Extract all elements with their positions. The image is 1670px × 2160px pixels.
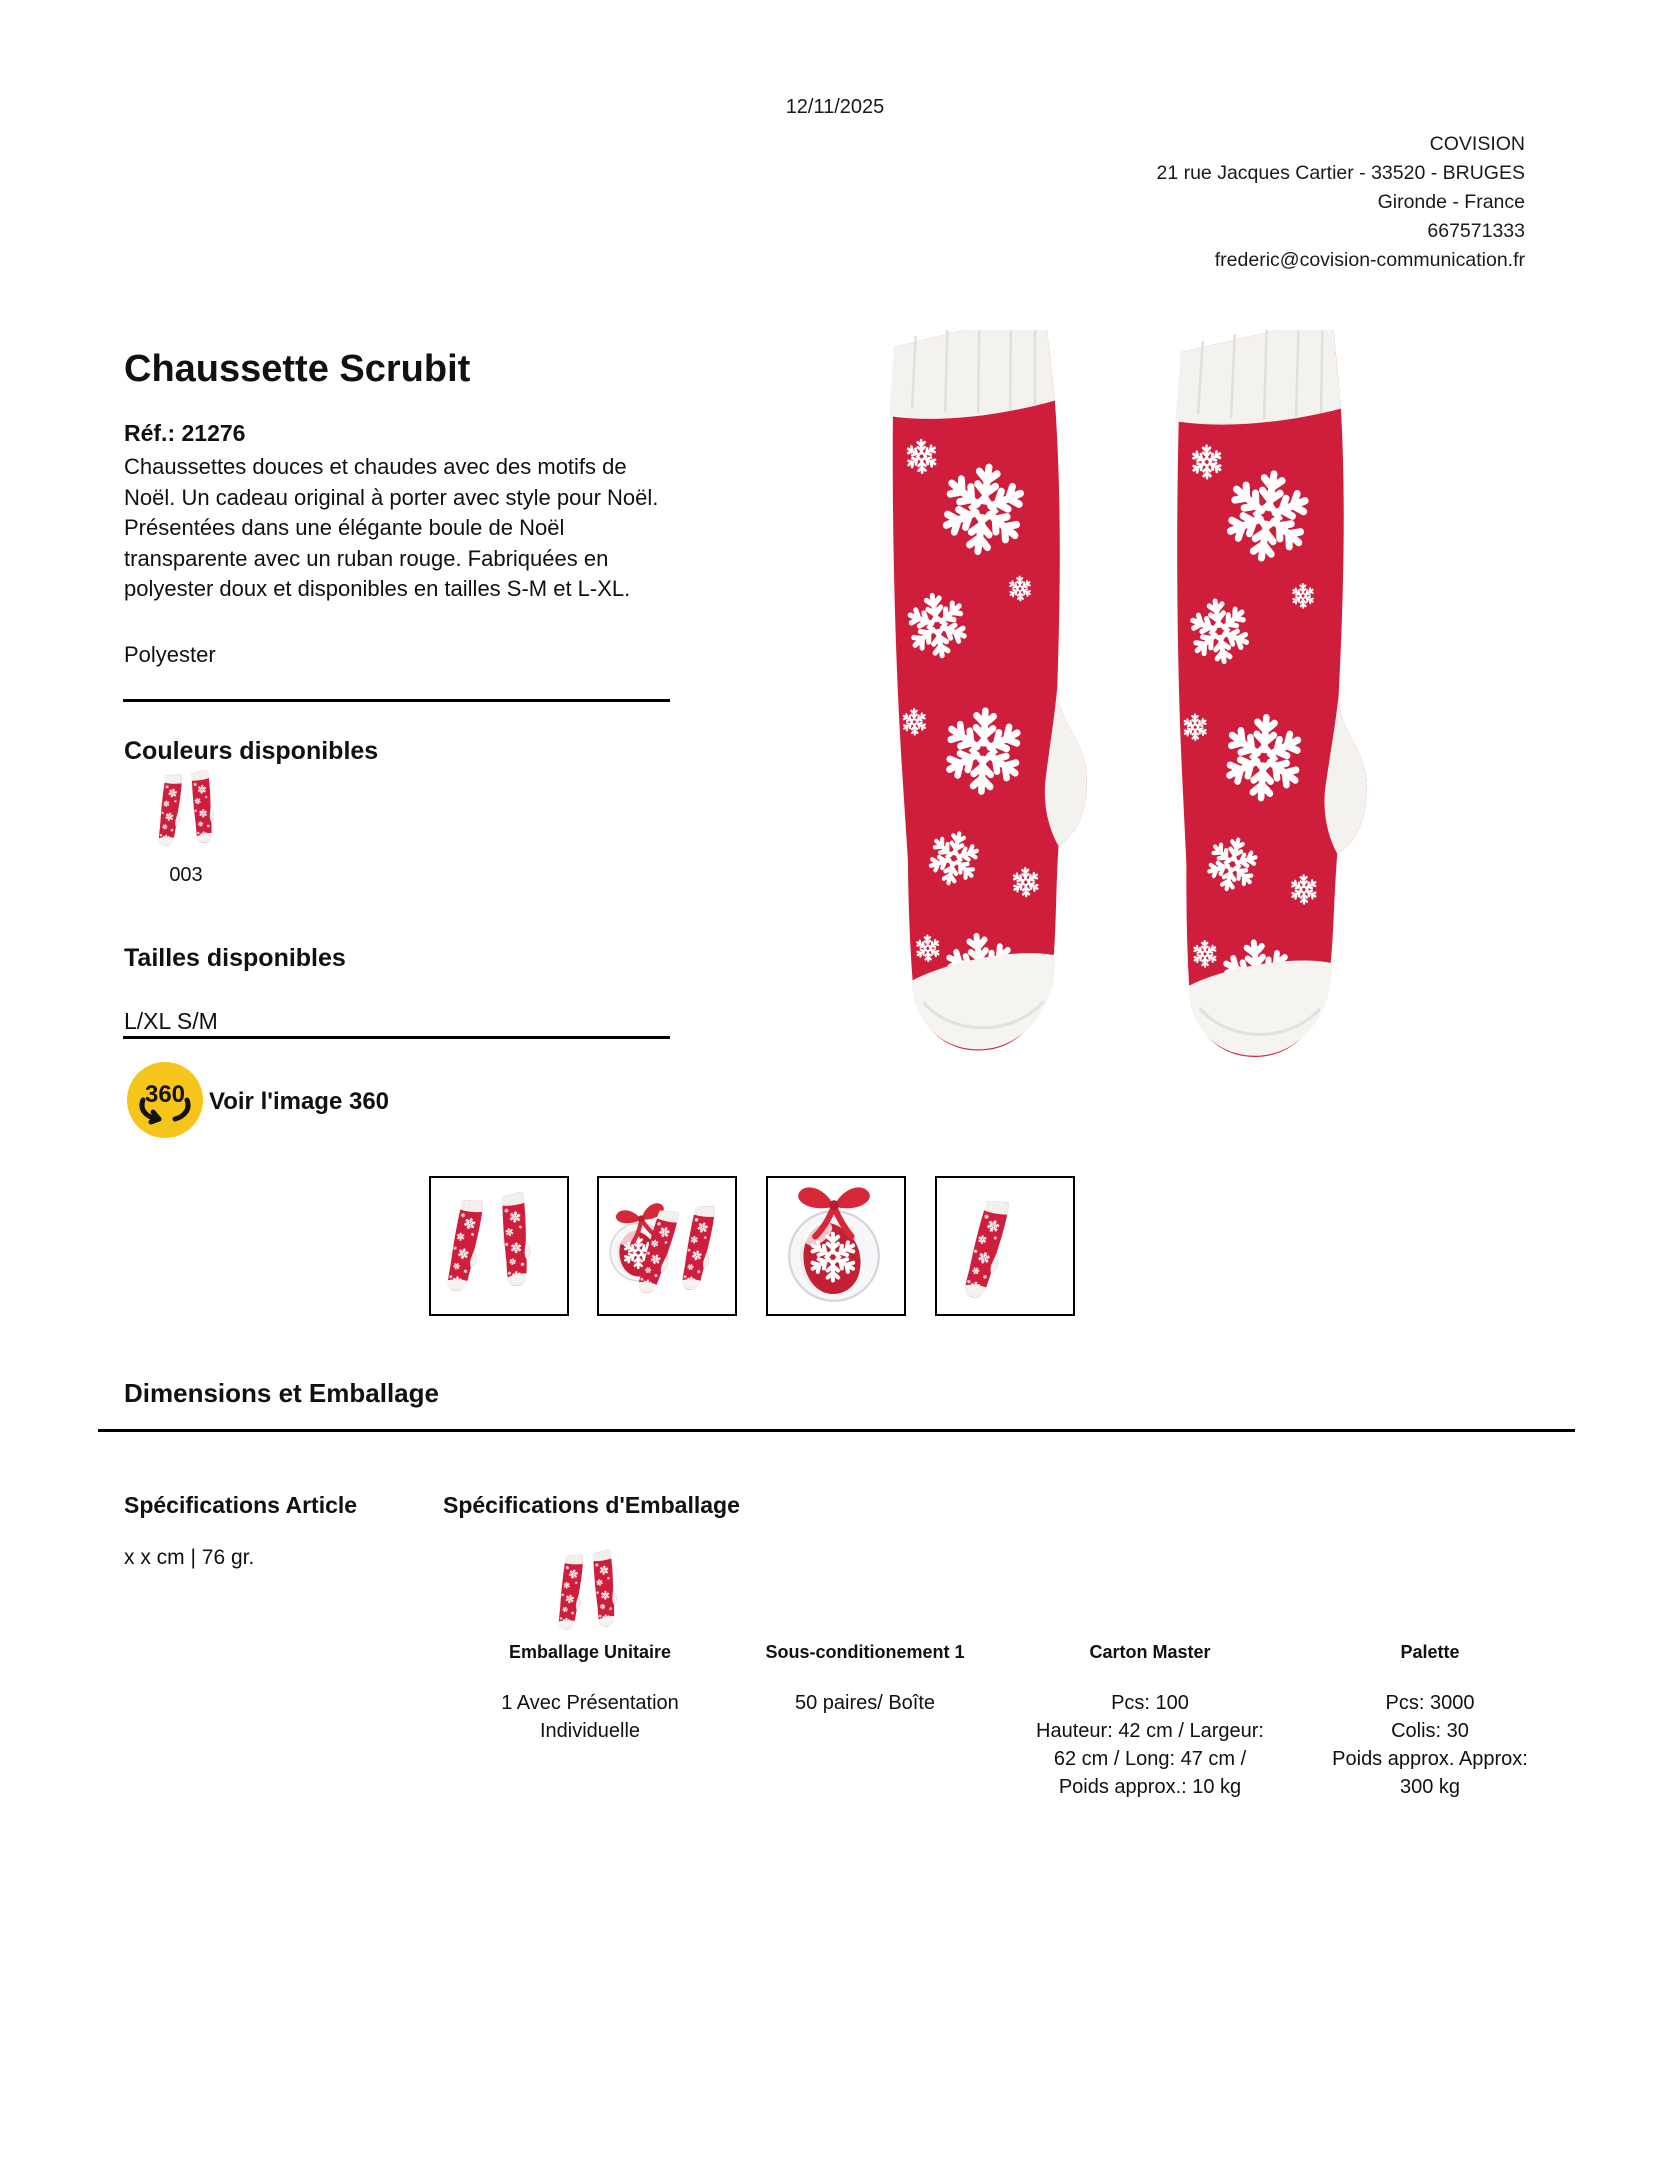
divider-full — [98, 1429, 1575, 1432]
gallery-thumb-ball-and-socks[interactable] — [597, 1176, 737, 1316]
sizes-heading: Tailles disponibles — [124, 944, 346, 972]
packaging-col-unit — [455, 1642, 725, 1801]
divider — [123, 1036, 670, 1039]
color-swatch-image — [158, 770, 214, 856]
product-description: Chaussettes douces et chaudes avec des motifs de Noël. Un cadeau original à porter avec style pour Noël. Présentées dans une élégante boule de Noël transparente avec un ruban rouge. Fabriquées en polyester doux et disponibles en tailles S-M et L-XL. — [124, 454, 659, 601]
packaging-value: Hauteur: 42 cm / Largeur: — [1036, 1720, 1264, 1742]
product-material: Polyester — [124, 642, 216, 667]
company-region: Gironde - France — [1377, 191, 1525, 213]
product-main-image — [830, 330, 1470, 1090]
view-360-label[interactable]: Voir l'image 360 — [209, 1088, 390, 1115]
product-reference: Réf.: 21276 — [124, 420, 246, 446]
company-block — [1156, 130, 1525, 275]
colors-heading: Couleurs disponibles — [124, 737, 379, 765]
packaging-value: 62 cm / Long: 47 cm / — [1053, 1748, 1247, 1770]
document-date: 12/11/2025 — [785, 96, 885, 118]
packaging-value: Poids approx. Approx: — [1332, 1748, 1528, 1770]
packaging-value: Individuelle — [539, 1720, 641, 1742]
company-name: COVISION — [1429, 133, 1525, 155]
packaging-col-header: Sous-conditionement 1 — [765, 1642, 965, 1662]
packaging-value: 300 kg — [1399, 1776, 1461, 1798]
gallery-thumb-pair[interactable] — [429, 1176, 569, 1316]
dimensions-heading: Dimensions et Emballage — [124, 1378, 439, 1408]
article-specs-heading: Spécifications Article — [124, 1492, 358, 1518]
packaging-specs-heading: Spécifications d'Emballage — [443, 1492, 740, 1518]
socks-illustration — [830, 330, 1470, 1090]
color-swatch-code: 003 — [169, 864, 203, 886]
packaging-col-carton — [1005, 1642, 1295, 1801]
packaging-col-header: Palette — [1400, 1642, 1460, 1662]
divider — [123, 699, 670, 702]
color-swatch-003[interactable] — [158, 770, 214, 856]
product-title: Chaussette Scrubit — [124, 348, 471, 390]
packaging-col-header: Carton Master — [1089, 1642, 1211, 1662]
packaging-col-palette — [1295, 1642, 1565, 1801]
packaging-table — [455, 1642, 1575, 1801]
sizes-value: L/XL S/M — [124, 1008, 218, 1034]
packaging-value: 1 Avec Présentation — [501, 1692, 679, 1714]
badge-360-text: 360 — [144, 1081, 186, 1108]
packaging-col-header: Emballage Unitaire — [508, 1642, 672, 1662]
packaging-value: Pcs: 100 — [1111, 1692, 1189, 1714]
company-email: frederic@covision-communication.fr — [1214, 249, 1525, 271]
packaging-value: Poids approx.: 10 kg — [1058, 1776, 1242, 1798]
view-360-icon[interactable] — [127, 1062, 203, 1138]
company-address: 21 rue Jacques Cartier - 33520 - BRUGES — [1156, 162, 1525, 184]
packaging-value: 50 paires/ Boîte — [794, 1692, 936, 1714]
packaging-sock-image — [556, 1548, 618, 1640]
article-specs-value: x x cm | 76 gr. — [124, 1546, 255, 1569]
packaging-value: Pcs: 3000 — [1385, 1692, 1475, 1714]
company-phone: 667571333 — [1427, 220, 1525, 242]
packaging-value: Colis: 30 — [1391, 1720, 1469, 1742]
gallery-thumb-ball[interactable] — [766, 1176, 906, 1316]
gallery-thumb-single-sock[interactable] — [935, 1176, 1075, 1316]
packaging-col-sub — [725, 1642, 1005, 1801]
